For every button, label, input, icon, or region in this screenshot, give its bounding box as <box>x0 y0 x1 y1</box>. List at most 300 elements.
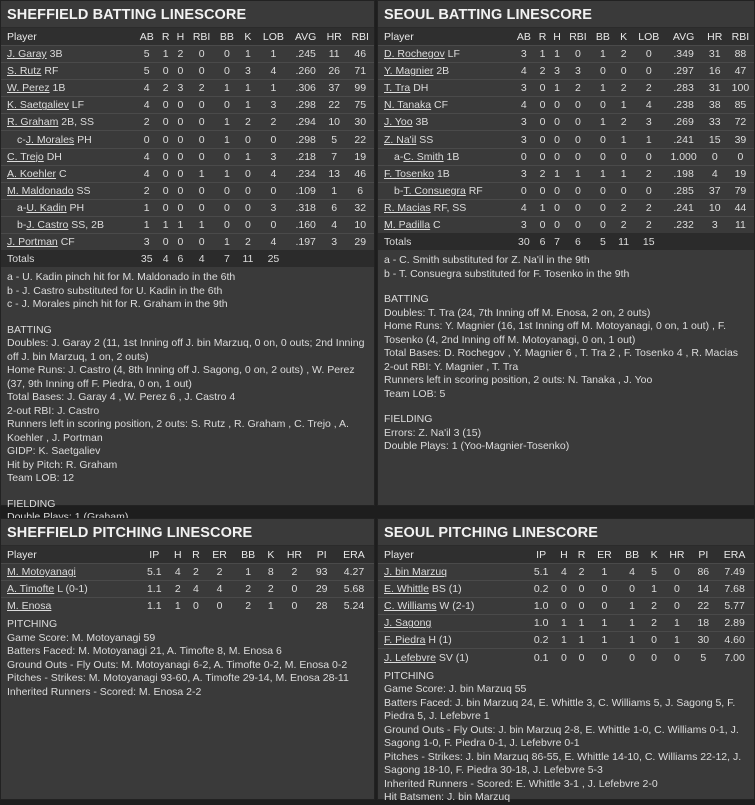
substitution-note: c - J. Morales pinch hit for R. Graham in the 9th <box>7 298 228 311</box>
stat-cell: 0 <box>158 165 173 182</box>
stat-cell <box>703 234 727 251</box>
stat-cell: 0 <box>564 182 591 199</box>
stat-cell: 2 <box>135 114 158 131</box>
column-header: Player <box>378 28 512 46</box>
player-link[interactable]: C. Smith <box>403 150 444 163</box>
stat-cell: 5 <box>135 63 158 80</box>
stat-cell: .218 <box>289 148 321 165</box>
stat-cell: .234 <box>289 165 321 182</box>
stat-cell: 0 <box>550 182 565 199</box>
spacer <box>384 401 748 413</box>
notes-section <box>378 666 754 805</box>
column-header: Player <box>1 28 135 46</box>
stat-cell: 0 <box>703 148 727 165</box>
stat-cell: 1 <box>646 581 663 598</box>
player-link[interactable]: K. Saetgaliev <box>7 99 69 112</box>
stat-cell: 30 <box>691 632 715 649</box>
batting-line: 2-out RBI: Y. Magnier , T. Tra <box>384 360 519 373</box>
stat-cell: 0 <box>279 581 309 598</box>
player-position: 3B <box>415 116 429 129</box>
stat-cell: 3 <box>257 97 289 114</box>
batting-table <box>378 28 754 250</box>
batting-line: 2-out RBI: J. Castro <box>7 404 100 417</box>
table-header-row <box>1 28 374 46</box>
stat-cell: 0 <box>257 216 289 233</box>
pitching-line: Pitches - Strikes: M. Motoyanagi 93-60, A. Timofte 29-14, M. Enosa 28-11 <box>7 672 349 685</box>
player-link[interactable]: E. Whittle <box>384 583 429 596</box>
table-row <box>1 63 374 80</box>
stat-cell: 7 <box>550 234 565 251</box>
pitching-table <box>378 546 754 666</box>
stat-cell: 0 <box>257 131 289 148</box>
stat-cell: 3 <box>512 165 535 182</box>
stat-cell: 0 <box>555 598 573 615</box>
stat-cell: 0 <box>158 199 173 216</box>
pitching-line: Ground Outs - Fly Outs: J. bin Marzuq 2-8, E. Whittle 1-0, C. Williams 0-1, J. Sagong 1-0, F. Piedra 0-1, J. Lefebvre 0-1 <box>384 723 739 750</box>
player-position: 3B <box>49 48 63 61</box>
stat-cell: 37 <box>322 80 347 97</box>
stat-cell: 4 <box>187 581 205 598</box>
table-row <box>1 148 374 165</box>
stat-cell: 4 <box>135 165 158 182</box>
stat-cell: .285 <box>665 182 703 199</box>
stat-cell: 0 <box>535 114 550 131</box>
player-link[interactable]: Y. Magnier <box>384 65 434 78</box>
table-row <box>378 46 754 63</box>
stat-cell: 0 <box>573 649 591 666</box>
column-header: RBI <box>564 28 591 46</box>
player-link[interactable]: R. Graham <box>7 116 59 129</box>
stat-cell: 1 <box>215 165 238 182</box>
stat-cell: 1 <box>592 114 615 131</box>
player-link[interactable]: C. Williams <box>384 600 437 613</box>
stat-cell: .283 <box>665 80 703 97</box>
stat-cell: 1 <box>564 165 591 182</box>
stat-cell: 1 <box>535 46 550 63</box>
stat-cell: 0 <box>633 63 665 80</box>
player-cell <box>378 63 512 80</box>
player-cell <box>378 564 527 581</box>
totals-label: Totals <box>1 251 135 268</box>
stat-cell: 2 <box>633 80 665 97</box>
stat-cell: 0 <box>238 216 257 233</box>
stat-cell: 1 <box>550 80 565 97</box>
stat-cell: 2 <box>646 598 663 615</box>
table-body <box>1 564 374 615</box>
stat-cell: 2 <box>234 581 262 598</box>
stat-cell: 4 <box>703 165 727 182</box>
stat-cell: 11 <box>727 216 754 233</box>
stat-cell: 15 <box>633 234 665 251</box>
player-cell <box>1 97 135 114</box>
stat-cell: 1 <box>555 632 573 649</box>
pitching-line: Inherited Runners - Scored: M. Enosa 2-2 <box>7 685 202 698</box>
substitution-note: b - T. Consuegra substituted for F. Tosenko in the 9th <box>384 267 630 280</box>
stat-cell: 1 <box>322 182 347 199</box>
player-link[interactable]: F. Tosenko <box>384 167 435 180</box>
stat-cell: 1.0 <box>527 615 555 632</box>
substitution-note: a - C. Smith substituted for Z. Na'il in the 9th <box>384 254 590 267</box>
column-header: IP <box>140 546 169 564</box>
stat-cell: 1 <box>135 216 158 233</box>
column-header: AVG <box>665 28 703 46</box>
stat-cell: 1 <box>238 80 257 97</box>
stat-cell: 0 <box>158 131 173 148</box>
stat-cell: 35 <box>135 251 158 268</box>
table-row <box>1 216 374 233</box>
stat-cell: 2 <box>614 216 633 233</box>
stat-cell: 2 <box>646 615 663 632</box>
stat-cell: 4 <box>135 80 158 97</box>
player-link[interactable]: D. Rochegov <box>384 48 445 61</box>
player-cell <box>378 46 512 63</box>
table-row <box>1 234 374 251</box>
sub-prefix: a- <box>394 150 404 163</box>
stat-cell: 0 <box>592 199 615 216</box>
player-position: DH <box>46 150 62 163</box>
sheffield-batting-panel <box>0 0 375 510</box>
stat-cell: 0 <box>238 131 257 148</box>
player-link[interactable]: F. Piedra <box>384 634 426 647</box>
stat-cell: 3 <box>322 234 347 251</box>
player-link[interactable]: U. Kadin <box>26 201 67 214</box>
stat-cell: 10 <box>322 114 347 131</box>
column-header: BB <box>215 28 238 46</box>
stat-cell: 2 <box>535 165 550 182</box>
player-link[interactable]: A. Koehler <box>7 167 57 180</box>
stat-cell: 15 <box>703 131 727 148</box>
column-header: RBI <box>346 28 374 46</box>
stat-cell: 1 <box>257 46 289 63</box>
player-cell <box>1 598 140 615</box>
stat-cell: 0 <box>215 46 238 63</box>
stat-cell: 1 <box>662 632 691 649</box>
stat-cell <box>289 251 321 268</box>
column-header: R <box>573 546 591 564</box>
batting-line: Runners left in scoring position, 2 outs: S. Rutz , R. Graham , C. Trejo , A. Koehler , J. Portman <box>7 418 349 444</box>
table-row <box>378 581 754 598</box>
column-header: RBI <box>727 28 754 46</box>
stat-cell: 0 <box>618 649 645 666</box>
stat-cell: 6 <box>173 251 188 268</box>
player-link[interactable]: Z. Na'il <box>384 133 417 146</box>
player-cell <box>378 165 512 182</box>
stat-cell: 6 <box>564 234 591 251</box>
pitcher-decision: BS (1) <box>431 583 462 596</box>
player-link[interactable]: M. Padilla <box>384 218 431 231</box>
stat-cell: 0 <box>727 148 754 165</box>
notes-section <box>378 250 754 454</box>
stat-cell: 0 <box>564 131 591 148</box>
stat-cell: 18 <box>691 615 715 632</box>
column-header: R <box>187 546 205 564</box>
table-row <box>1 581 374 598</box>
stat-cell: 0 <box>564 216 591 233</box>
stat-cell: .318 <box>289 199 321 216</box>
stat-cell: 0 <box>564 199 591 216</box>
player-link[interactable]: A. Timofte <box>7 583 55 596</box>
player-link[interactable]: J. Lefebvre <box>384 651 436 664</box>
stat-cell: 3 <box>512 80 535 97</box>
stat-cell: 1 <box>550 46 565 63</box>
stat-cell: 1 <box>535 199 550 216</box>
pitching-header: PITCHING <box>384 669 435 682</box>
stat-cell: 0 <box>592 216 615 233</box>
stat-cell: 0 <box>158 234 173 251</box>
stat-cell: 0 <box>173 148 188 165</box>
player-link[interactable]: N. Tanaka <box>384 99 432 112</box>
table-row <box>1 97 374 114</box>
stat-cell: 3 <box>564 63 591 80</box>
stat-cell: 4 <box>188 251 216 268</box>
stat-cell: 0 <box>173 114 188 131</box>
stat-cell: 0 <box>535 182 550 199</box>
player-link[interactable]: J. Morales <box>25 133 75 146</box>
player-position: 1B <box>52 82 66 95</box>
stat-cell: 44 <box>727 199 754 216</box>
column-header: HR <box>703 28 727 46</box>
stat-cell: 2 <box>135 182 158 199</box>
stat-cell: 1.0 <box>527 598 555 615</box>
stat-cell: 5.24 <box>334 598 374 615</box>
column-header: RBI <box>188 28 216 46</box>
player-position: 2B, SS <box>61 116 94 129</box>
pitcher-decision: L (0-1) <box>57 583 88 596</box>
stat-cell: 88 <box>727 46 754 63</box>
stat-cell: 22 <box>691 598 715 615</box>
stat-cell: .298 <box>289 131 321 148</box>
player-link[interactable]: M. Motoyanagi <box>7 566 76 579</box>
substitution-note: b - J. Castro substituted for U. Kadin in the 6th <box>7 284 223 297</box>
table-row <box>378 615 754 632</box>
stat-cell: 0 <box>550 216 565 233</box>
stat-cell: 2 <box>279 564 309 581</box>
stat-cell: 3 <box>173 80 188 97</box>
stat-cell: 1 <box>573 615 591 632</box>
batting-header: BATTING <box>384 293 429 306</box>
stat-cell: 0 <box>535 80 550 97</box>
stat-cell: 0 <box>215 182 238 199</box>
player-position: LF <box>447 48 460 61</box>
stat-cell: 4.27 <box>334 564 374 581</box>
column-header: H <box>173 28 188 46</box>
stat-cell: 0 <box>662 649 691 666</box>
stat-cell: 1 <box>215 234 238 251</box>
player-link[interactable]: J. bin Marzuq <box>384 566 448 579</box>
column-header: AB <box>135 28 158 46</box>
panel-title: SHEFFIELD PITCHING LINESCORE <box>1 519 374 546</box>
table-row <box>1 182 374 199</box>
player-link[interactable]: J. Castro <box>26 218 69 231</box>
batting-line: Team LOB: 5 <box>384 387 446 400</box>
stat-cell: 0 <box>564 46 591 63</box>
stat-cell: 30 <box>512 234 535 251</box>
stat-cell: 0 <box>188 114 216 131</box>
stat-cell: 2 <box>188 80 216 97</box>
stat-cell: 0 <box>215 148 238 165</box>
stat-cell: 0 <box>215 63 238 80</box>
stat-cell: 2 <box>238 234 257 251</box>
batting-line: Home Runs: J. Castro (4, 8th Inning off J. Sagong, 0 on, 2 outs) , W. Perez (37, 9th Inning off F. Piedra, 0 on, 1 out) <box>7 364 355 390</box>
player-position: 1B <box>436 167 450 180</box>
stat-cell: 0 <box>590 649 618 666</box>
column-header: H <box>555 546 573 564</box>
column-header: ER <box>205 546 234 564</box>
stat-cell: 2 <box>173 46 188 63</box>
seoul-batting-panel <box>377 0 755 506</box>
stat-cell: 0.2 <box>527 632 555 649</box>
column-header: K <box>262 546 279 564</box>
player-link[interactable]: S. Rutz <box>7 65 42 78</box>
stat-cell: 86 <box>691 564 715 581</box>
stat-cell: 1 <box>614 131 633 148</box>
table-header-row <box>378 28 754 46</box>
stat-cell: 5 <box>646 564 663 581</box>
player-link[interactable]: T. Consuegra <box>403 184 466 197</box>
player-link[interactable]: T. Tra <box>384 82 411 95</box>
stat-cell: 1 <box>238 46 257 63</box>
stat-cell: 0 <box>662 581 691 598</box>
table-row <box>1 199 374 216</box>
stat-cell: 0 <box>618 581 645 598</box>
stat-cell: 0 <box>555 581 573 598</box>
stat-cell: 0 <box>550 199 565 216</box>
player-cell <box>378 148 512 165</box>
stat-cell: 0 <box>535 216 550 233</box>
stat-cell: .241 <box>665 199 703 216</box>
stat-cell: 3 <box>512 114 535 131</box>
table-body <box>378 46 754 251</box>
player-cell <box>378 182 512 199</box>
stat-cell: 11 <box>614 234 633 251</box>
stat-cell: 3 <box>135 234 158 251</box>
stat-cell: 99 <box>346 80 374 97</box>
stat-cell: 0 <box>158 97 173 114</box>
stat-cell: 0.1 <box>527 649 555 666</box>
stat-cell: 1 <box>590 632 618 649</box>
player-link[interactable]: M. Enosa <box>7 600 52 613</box>
stat-cell: 1 <box>238 148 257 165</box>
player-position: SS, 2B <box>71 218 104 231</box>
stat-cell: 3 <box>257 148 289 165</box>
sub-prefix: b- <box>17 218 27 231</box>
player-link[interactable]: J. Yoo <box>384 116 413 129</box>
player-link[interactable]: J. Sagong <box>384 617 432 630</box>
stat-cell: 2 <box>262 581 279 598</box>
stat-cell: 0 <box>188 199 216 216</box>
table-row <box>378 649 754 666</box>
player-cell <box>1 165 135 182</box>
stat-cell: 2 <box>535 63 550 80</box>
totals-label: Totals <box>378 234 512 251</box>
stat-cell: .245 <box>289 46 321 63</box>
stat-cell: .306 <box>289 80 321 97</box>
notes-section <box>1 614 374 699</box>
player-link[interactable]: W. Perez <box>7 82 50 95</box>
pitching-line: Game Score: M. Motoyanagi 59 <box>7 631 156 644</box>
stat-cell: .109 <box>289 182 321 199</box>
stat-cell: 2 <box>633 216 665 233</box>
stat-cell: 5 <box>592 234 615 251</box>
pitching-line: Inherited Runners - Scored: E. Whittle 3-1 , J. Lefebvre 2-0 <box>384 777 658 790</box>
column-header: ER <box>590 546 618 564</box>
stat-cell: 11 <box>322 46 347 63</box>
table-row <box>378 97 754 114</box>
column-header: K <box>614 28 633 46</box>
table-row <box>378 216 754 233</box>
player-link[interactable]: C. Trejo <box>7 150 44 163</box>
stat-cell: 0 <box>592 97 615 114</box>
column-header: K <box>646 546 663 564</box>
column-header: Player <box>378 546 527 564</box>
stat-cell: 32 <box>346 199 374 216</box>
player-link[interactable]: R. Macias <box>384 201 431 214</box>
stat-cell: 1 <box>573 632 591 649</box>
column-header: HR <box>279 546 309 564</box>
stat-cell: 4 <box>257 234 289 251</box>
stat-cell: 2 <box>614 114 633 131</box>
stat-cell: 85 <box>727 97 754 114</box>
stat-cell: 4 <box>618 564 645 581</box>
stat-cell: 7.49 <box>715 564 754 581</box>
player-cell <box>378 114 512 131</box>
stat-cell: 0 <box>564 148 591 165</box>
stat-cell: 1 <box>173 216 188 233</box>
stat-cell: 0 <box>573 598 591 615</box>
stat-cell: 19 <box>727 165 754 182</box>
column-header: PI <box>691 546 715 564</box>
stat-cell: 37 <box>703 182 727 199</box>
player-cell <box>378 97 512 114</box>
column-header: IP <box>527 546 555 564</box>
stat-cell: 3 <box>633 114 665 131</box>
player-position: PH <box>69 201 85 214</box>
player-cell <box>378 632 527 649</box>
stat-cell: 0 <box>564 97 591 114</box>
stat-cell: 0 <box>535 131 550 148</box>
player-link[interactable]: J. Portman <box>7 236 58 249</box>
table-row <box>378 114 754 131</box>
stat-cell: 46 <box>346 165 374 182</box>
stat-cell: 3 <box>703 216 727 233</box>
player-link[interactable]: J. Garay <box>7 48 47 61</box>
stat-cell: 0 <box>512 182 535 199</box>
table-row <box>1 46 374 63</box>
stat-cell: 0 <box>590 598 618 615</box>
column-header: R <box>158 28 173 46</box>
stat-cell: 7.68 <box>715 581 754 598</box>
batting-line: Total Bases: D. Rochegov , Y. Magnier 6 , T. Tra 2 , F. Tosenko 4 , R. Macias <box>384 347 739 360</box>
player-cell <box>378 649 527 666</box>
spacer <box>7 486 368 498</box>
stat-cell: 1 <box>618 615 645 632</box>
stat-cell: 0 <box>158 182 173 199</box>
stat-cell: 8 <box>262 564 279 581</box>
stat-cell: 72 <box>727 114 754 131</box>
stat-cell: 5 <box>135 46 158 63</box>
stat-cell: .260 <box>289 63 321 80</box>
stat-cell: .269 <box>665 114 703 131</box>
column-header: HR <box>322 28 347 46</box>
player-cell <box>378 581 527 598</box>
stat-cell: 5.1 <box>140 564 169 581</box>
stat-cell: .349 <box>665 46 703 63</box>
panel-title: SHEFFIELD BATTING LINESCORE <box>1 1 374 28</box>
stat-cell: 0 <box>573 581 591 598</box>
player-position: CF <box>60 236 75 249</box>
player-link[interactable]: M. Maldonado <box>7 184 74 197</box>
seoul-pitching-panel <box>377 518 755 804</box>
